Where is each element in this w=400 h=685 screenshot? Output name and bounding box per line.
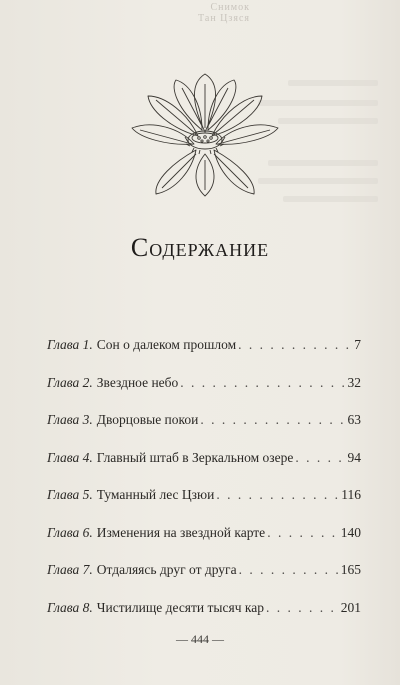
toc-entry <box>47 375 361 413</box>
chapter-page: 201 <box>340 599 361 615</box>
page-number: — 444 — <box>176 632 224 646</box>
chapter-label: Глава 4. <box>47 449 93 465</box>
chapter-title: Сон о далеком прошлом <box>96 337 237 352</box>
header-line-1: Снимок <box>210 2 250 13</box>
toc-entry <box>47 450 361 488</box>
show-through-header <box>198 2 250 24</box>
chapter-page: 7 <box>354 337 361 352</box>
chapter-title: Отдаляясь друг от друга <box>96 562 237 577</box>
chapter-label: Глава 7. <box>47 562 93 577</box>
show-through-text <box>278 118 378 124</box>
chapter-page: 140 <box>340 524 361 540</box>
chapter-title: Дворцовые покои <box>96 412 199 427</box>
chapter-page: 116 <box>341 487 361 502</box>
dot-leader <box>238 337 352 353</box>
toc-entry <box>47 487 361 525</box>
page-title: Содержание <box>130 233 270 262</box>
chapter-title: Туманный лес Цзюи <box>96 487 215 502</box>
chapter-label: Глава 6. <box>47 524 93 540</box>
chapter-label: Глава 3. <box>47 412 93 427</box>
chapter-title: Главный штаб в Зеркальном озере <box>96 449 294 465</box>
chapter-label: Глава 1. <box>47 337 93 352</box>
show-through-text <box>283 196 378 202</box>
chapter-label: Глава 8. <box>47 599 93 615</box>
chapter-title: Звездное небо <box>96 374 179 390</box>
dot-leader <box>266 600 339 616</box>
chapter-page: 165 <box>340 562 361 577</box>
show-through-text <box>288 80 378 86</box>
chapter-title: Чистилище десяти тысяч кар <box>96 599 264 615</box>
chapter-title: Изменения на звездной карте <box>96 524 266 540</box>
chapter-page: 63 <box>347 412 361 427</box>
chapter-label: Глава 2. <box>47 374 93 390</box>
table-of-contents <box>47 337 361 637</box>
dot-leader <box>200 412 345 428</box>
toc-entry <box>47 412 361 450</box>
lotus-flower-illustration <box>130 70 280 200</box>
dot-leader <box>180 375 345 391</box>
chapter-page: 32 <box>347 374 361 390</box>
dot-leader <box>239 562 339 578</box>
toc-entry <box>47 337 361 375</box>
chapter-page: 94 <box>347 449 361 465</box>
toc-entry <box>47 525 361 563</box>
dot-leader <box>267 525 339 541</box>
dot-leader <box>216 487 339 503</box>
dot-leader <box>295 450 345 466</box>
chapter-label: Глава 5. <box>47 487 93 502</box>
show-through-text <box>268 160 378 166</box>
toc-entry <box>47 562 361 600</box>
header-line-2: Тан Цзяся <box>198 13 250 24</box>
